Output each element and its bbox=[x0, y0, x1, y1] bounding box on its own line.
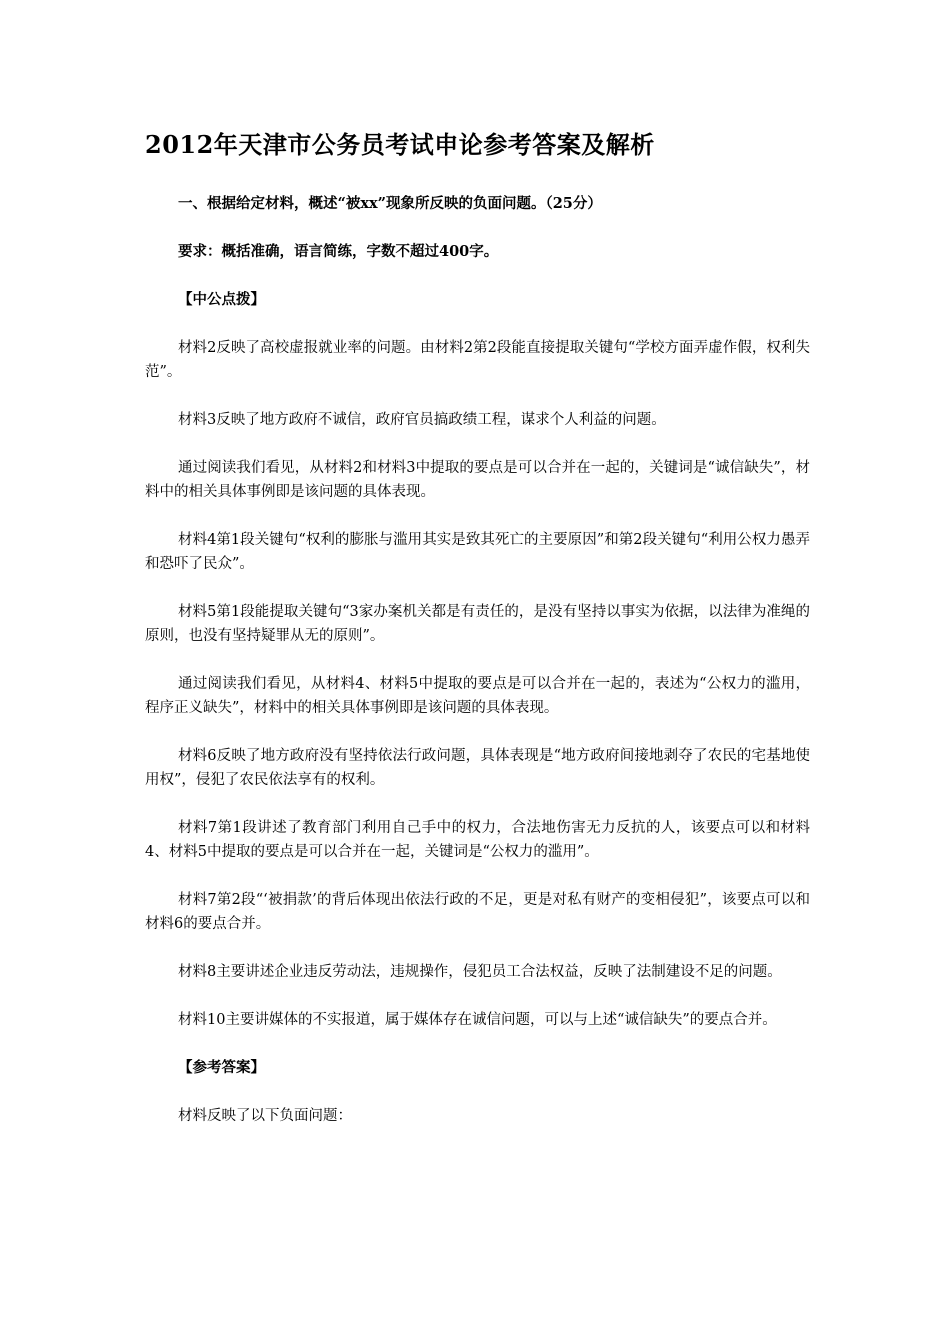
answer-heading: 【参考答案】 bbox=[178, 1059, 265, 1076]
analysis-paragraph: 材料2反映了高校虚报就业率的问题。由材料2第2段能直接提取关键句“学校方面弄虚作假，权利失范”。 bbox=[145, 340, 810, 380]
analysis-paragraph: 材料5第1段能提取关键句“3家办案机关都是有责任的，是没有坚持以事实为依据，以法律为准绳的原则，也没有坚持疑罪从无的原则”。 bbox=[145, 604, 810, 644]
analysis-paragraph: 材料6反映了地方政府没有坚持依法行政问题，具体表现是“地方政府间接地剥夺了农民的宅基地使用权”，侵犯了农民依法享有的权利。 bbox=[145, 748, 810, 788]
document-body bbox=[145, 128, 810, 1152]
answer-intro: 材料反映了以下负面问题： bbox=[178, 1108, 352, 1124]
analysis-paragraph: 材料3反映了地方政府不诚信，政府官员搞政绩工程，谋求个人利益的问题。 bbox=[178, 412, 666, 428]
analysis-paragraph: 材料8主要讲述企业违反劳动法，违规操作，侵犯员工合法权益，反映了法制建设不足的问题。 bbox=[178, 964, 782, 980]
requirement-text: 要求：概括准确，语言简练，字数不超过400字。 bbox=[178, 243, 499, 260]
analysis-paragraph: 材料10主要讲媒体的不实报道，属于媒体存在诚信问题，可以与上述“诚信缺失”的要点合并。 bbox=[178, 1012, 777, 1028]
analysis-paragraph: 材料7第1段讲述了教育部门利用自己手中的权力，合法地伤害无力反抗的人，该要点可以和材料4、材料5中提取的要点是可以合并在一起，关键词是“公权力的滥用”。 bbox=[145, 820, 810, 860]
analysis-paragraph: 通过阅读我们看见，从材料2和材料3中提取的要点是可以合并在一起的，关键词是“诚信缺失”，材料中的相关具体事例即是该问题的具体表现。 bbox=[145, 460, 810, 500]
analysis-paragraph: 通过阅读我们看见，从材料4、材料5中提取的要点是可以合并在一起的，表述为“公权力的滥用，程序正义缺失”，材料中的相关具体事例即是该问题的具体表现。 bbox=[145, 676, 810, 716]
section-hint-heading: 【中公点拨】 bbox=[178, 291, 265, 308]
question-heading: 一、根据给定材料，概述“被xx”现象所反映的负面问题。（25分） bbox=[178, 195, 602, 212]
analysis-paragraph: 材料4第1段关键句“权利的膨胀与滥用其实是致其死亡的主要原因”和第2段关键句“利用公权力愚弄和恐吓了民众”。 bbox=[145, 532, 810, 572]
document-title: 2012年天津市公务员考试申论参考答案及解析 bbox=[145, 130, 655, 159]
analysis-paragraph: 材料7第2段“‘被捐款’的背后体现出依法行政的不足，更是对私有财产的变相侵犯”，该要点可以和材料6的要点合并。 bbox=[145, 892, 810, 932]
